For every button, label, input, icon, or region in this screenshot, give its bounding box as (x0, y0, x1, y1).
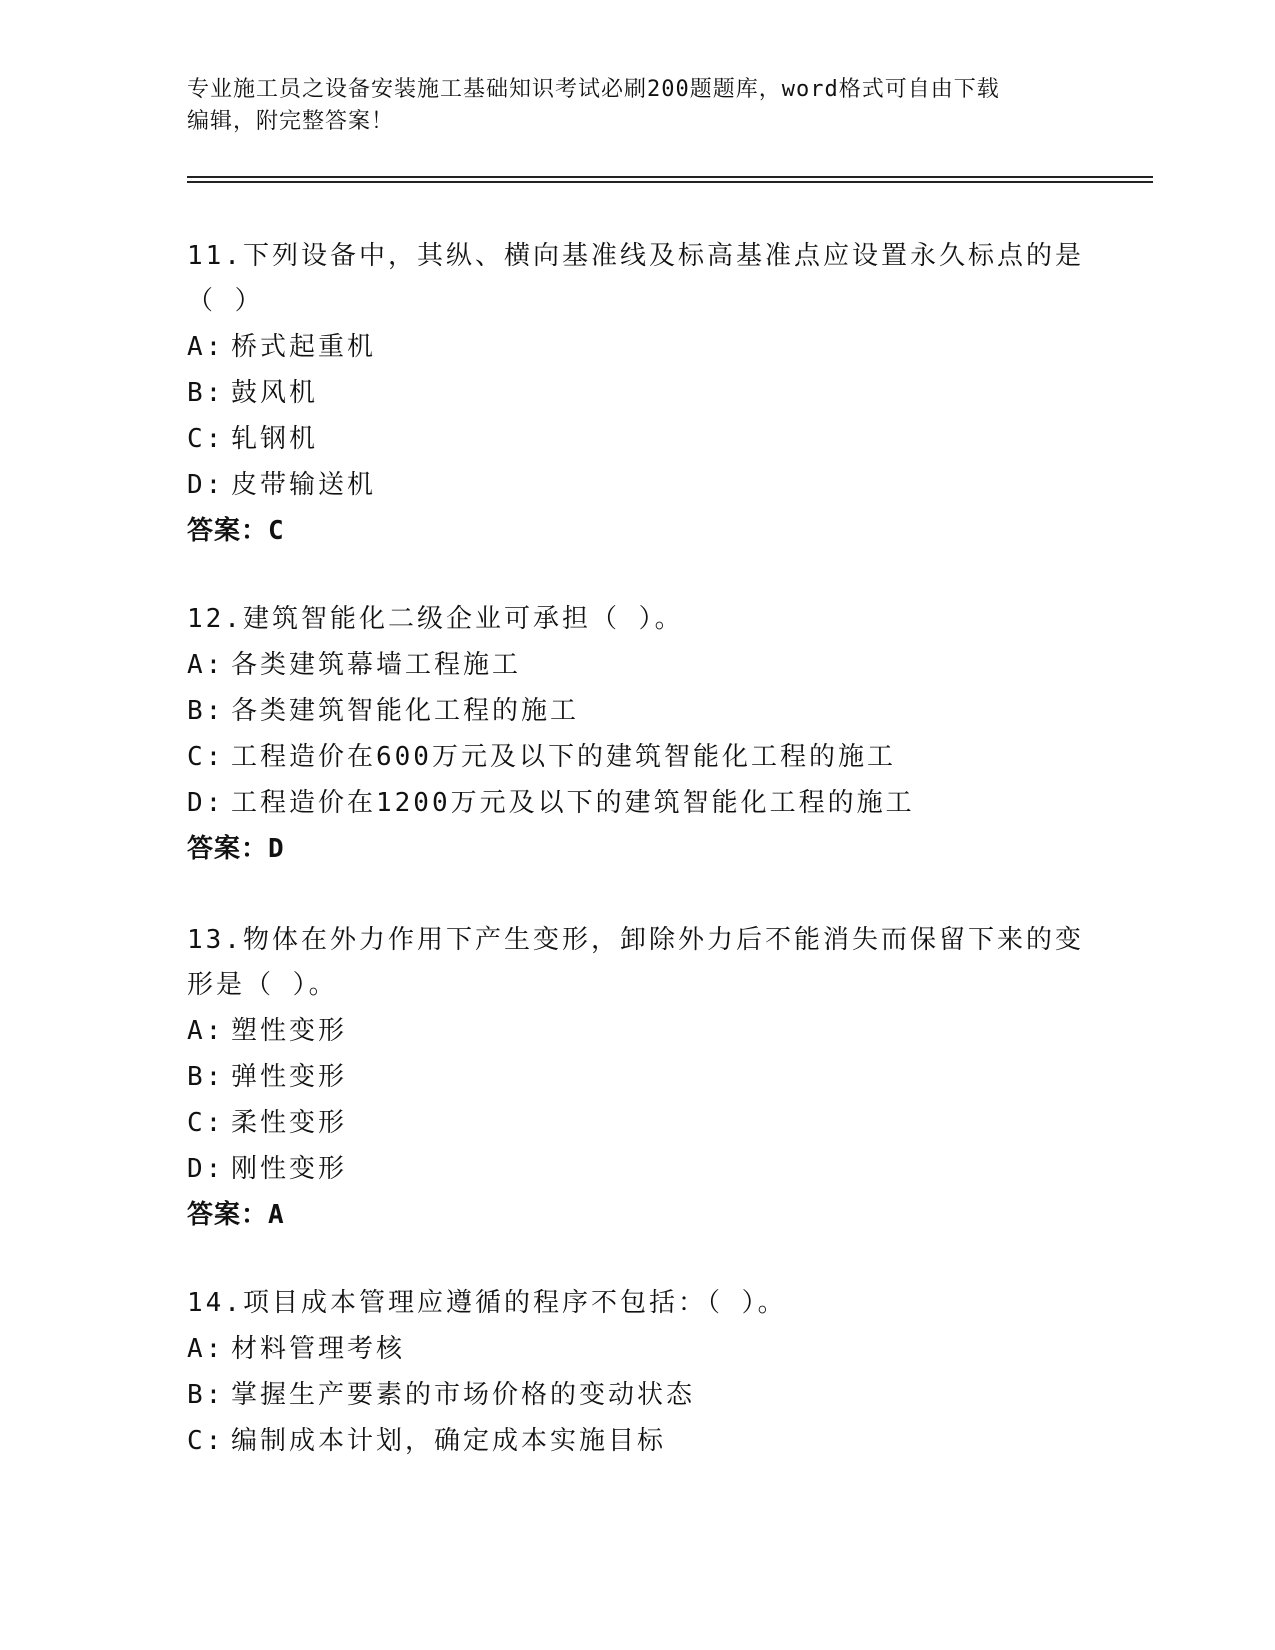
question-stem: 11.下列设备中，其纵、横向基准线及标高基准点应设置永久标点的是（ ） (187, 241, 1084, 316)
option-a (187, 1008, 1087, 1054)
question-stem: 13.物体在外力作用下产生变形，卸除外力后不能消失而保留下来的变形是（ ）。 (187, 925, 1084, 1000)
option-key: D: (187, 470, 225, 500)
option-d (187, 462, 1087, 508)
document-header (187, 74, 1067, 138)
option-text: 工程造价在600万元及以下的建筑智能化工程的施工 (231, 742, 896, 772)
header-divider-bottom (187, 181, 1153, 183)
option-key: C: (187, 1426, 225, 1456)
question-stem: 14.项目成本管理应遵循的程序不包括：（ ）。 (187, 1288, 787, 1318)
option-b (187, 1372, 1087, 1418)
option-key: C: (187, 742, 225, 772)
option-d (187, 1146, 1087, 1192)
option-text: 刚性变形 (231, 1154, 348, 1184)
option-text: 柔性变形 (231, 1108, 348, 1138)
option-c (187, 734, 1087, 780)
header-line-2: 编辑，附完整答案！ (187, 109, 395, 134)
option-b (187, 370, 1087, 416)
question-13 (187, 918, 1087, 1238)
option-text: 各类建筑智能化工程的施工 (231, 696, 580, 726)
option-text: 桥式起重机 (231, 332, 377, 362)
option-text: 各类建筑幕墙工程施工 (231, 650, 522, 680)
option-text: 塑性变形 (231, 1016, 348, 1046)
answer: 答案：D (187, 834, 285, 864)
option-b (187, 688, 1087, 734)
option-text: 轧钢机 (231, 424, 319, 454)
option-a (187, 324, 1087, 370)
option-a (187, 1326, 1087, 1372)
option-text: 皮带输送机 (231, 470, 377, 500)
option-c (187, 1100, 1087, 1146)
option-text: 鼓风机 (231, 378, 319, 408)
option-key: A: (187, 332, 225, 362)
question-11 (187, 234, 1087, 554)
option-text: 弹性变形 (231, 1062, 348, 1092)
option-key: B: (187, 1380, 225, 1410)
question-stem: 12.建筑智能化二级企业可承担（ ）。 (187, 604, 684, 634)
option-a (187, 642, 1087, 688)
answer: 答案：C (187, 516, 285, 546)
option-key: B: (187, 1062, 225, 1092)
option-d (187, 780, 1087, 826)
option-key: B: (187, 378, 225, 408)
answer: 答案：A (187, 1200, 285, 1230)
option-text: 编制成本计划，确定成本实施目标 (231, 1426, 667, 1456)
header-divider-top (187, 176, 1153, 178)
option-key: C: (187, 1108, 225, 1138)
question-12 (187, 597, 1087, 872)
question-14 (187, 1281, 1087, 1464)
option-text: 材料管理考核 (231, 1334, 406, 1364)
option-b (187, 1054, 1087, 1100)
option-key: D: (187, 788, 225, 818)
option-text: 工程造价在1200万元及以下的建筑智能化工程的施工 (231, 788, 915, 818)
option-key: A: (187, 1016, 225, 1046)
option-key: C: (187, 424, 225, 454)
option-text: 掌握生产要素的市场价格的变动状态 (231, 1380, 696, 1410)
option-key: B: (187, 696, 225, 726)
option-key: A: (187, 1334, 225, 1364)
option-c (187, 1418, 1087, 1464)
header-line-1: 专业施工员之设备安装施工基础知识考试必刷200题题库，word格式可自由下载 (187, 77, 1000, 102)
option-c (187, 416, 1087, 462)
option-key: D: (187, 1154, 225, 1184)
option-key: A: (187, 650, 225, 680)
